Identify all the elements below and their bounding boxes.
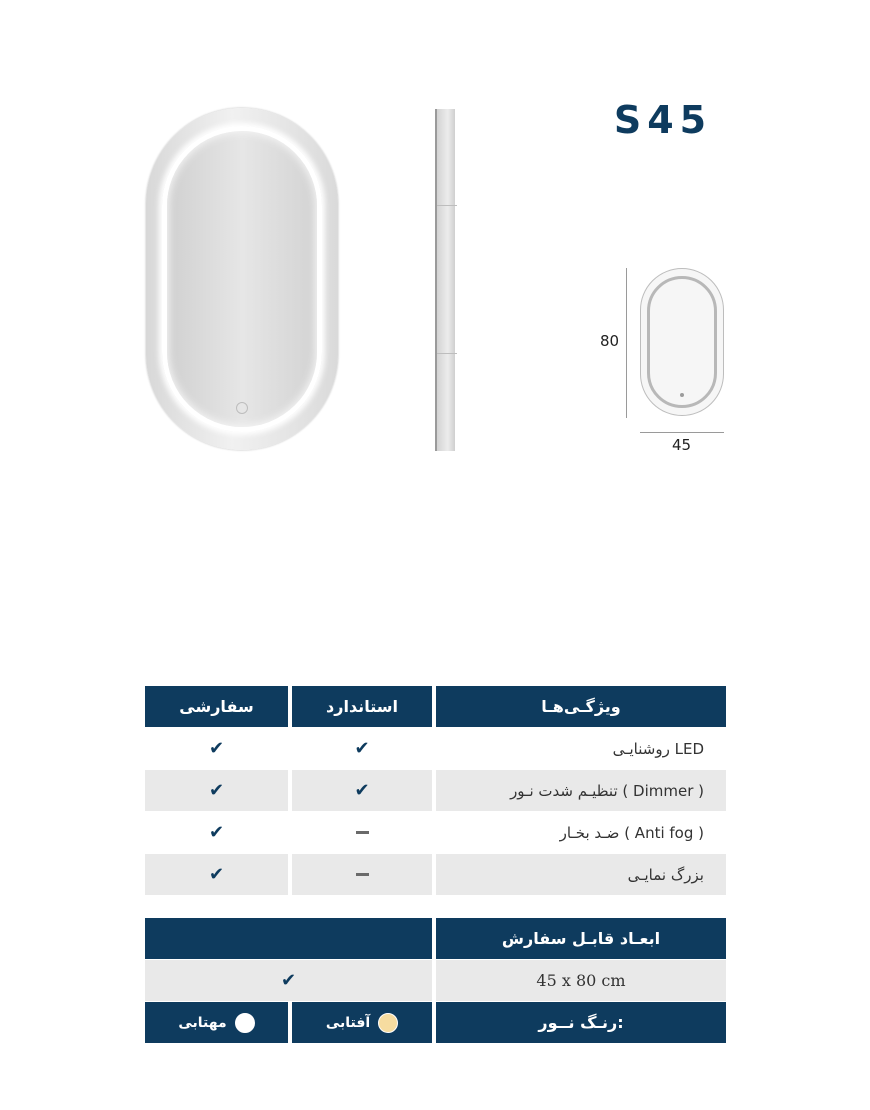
sizes-header: ابعـاد قابـل سفارش <box>436 918 726 959</box>
check-icon: ✔ <box>208 864 225 885</box>
mirror-led-ring <box>162 126 322 432</box>
sizes-header-row <box>145 918 726 959</box>
dash-icon <box>356 873 369 876</box>
header-custom: سفارشی <box>145 686 288 727</box>
feature-anti-fog: ضـد بخـار ( Anti fog ) <box>559 823 704 842</box>
mirror-side-view <box>435 109 455 451</box>
dimension-diagram <box>600 262 740 462</box>
warm-light-swatch-icon <box>378 1013 398 1033</box>
light-option-moonlight: مهتابی <box>145 1002 288 1043</box>
mirror-outline-icon <box>640 268 724 416</box>
size-row <box>145 960 726 1001</box>
feature-dimmer: تنظیـم شدت نـور ( Dimmer ) <box>436 770 726 811</box>
table-row <box>145 812 726 853</box>
check-icon: ✔ <box>354 738 370 759</box>
width-dimension-line <box>640 432 724 433</box>
feature-magnifier: بزرگ نمایـی <box>436 854 726 895</box>
height-dimension-line <box>626 268 627 418</box>
light-option-sunlight: آفتابی <box>292 1002 432 1043</box>
height-label: 80 <box>600 332 620 350</box>
model-title: S45 <box>613 98 713 142</box>
table-row <box>145 854 726 895</box>
header-features: ویژگـی‌هـا <box>436 686 726 727</box>
dash-icon <box>356 831 369 834</box>
check-icon: ✔ <box>208 780 225 801</box>
light-color-row <box>145 1002 726 1043</box>
features-header-row <box>145 686 726 727</box>
cool-light-swatch-icon <box>235 1013 255 1033</box>
light-color-label: رنـگ نــور: <box>436 1002 726 1043</box>
header-standard: استاندارد <box>292 686 432 727</box>
size-value: 45 x 80 cm <box>436 960 726 1001</box>
check-icon: ✔ <box>280 970 297 991</box>
check-icon: ✔ <box>208 738 225 759</box>
check-icon: ✔ <box>354 780 370 801</box>
touch-switch-icon <box>236 402 248 414</box>
table-row <box>145 770 726 811</box>
sizes-header-blank <box>145 918 432 959</box>
order-table <box>145 918 726 1044</box>
width-label: 45 <box>672 436 692 454</box>
check-icon: ✔ <box>208 822 225 843</box>
table-row <box>145 728 726 769</box>
features-table <box>145 686 726 896</box>
mirror-front-view <box>146 108 338 450</box>
feature-led: روشنایـی LED <box>612 739 704 758</box>
